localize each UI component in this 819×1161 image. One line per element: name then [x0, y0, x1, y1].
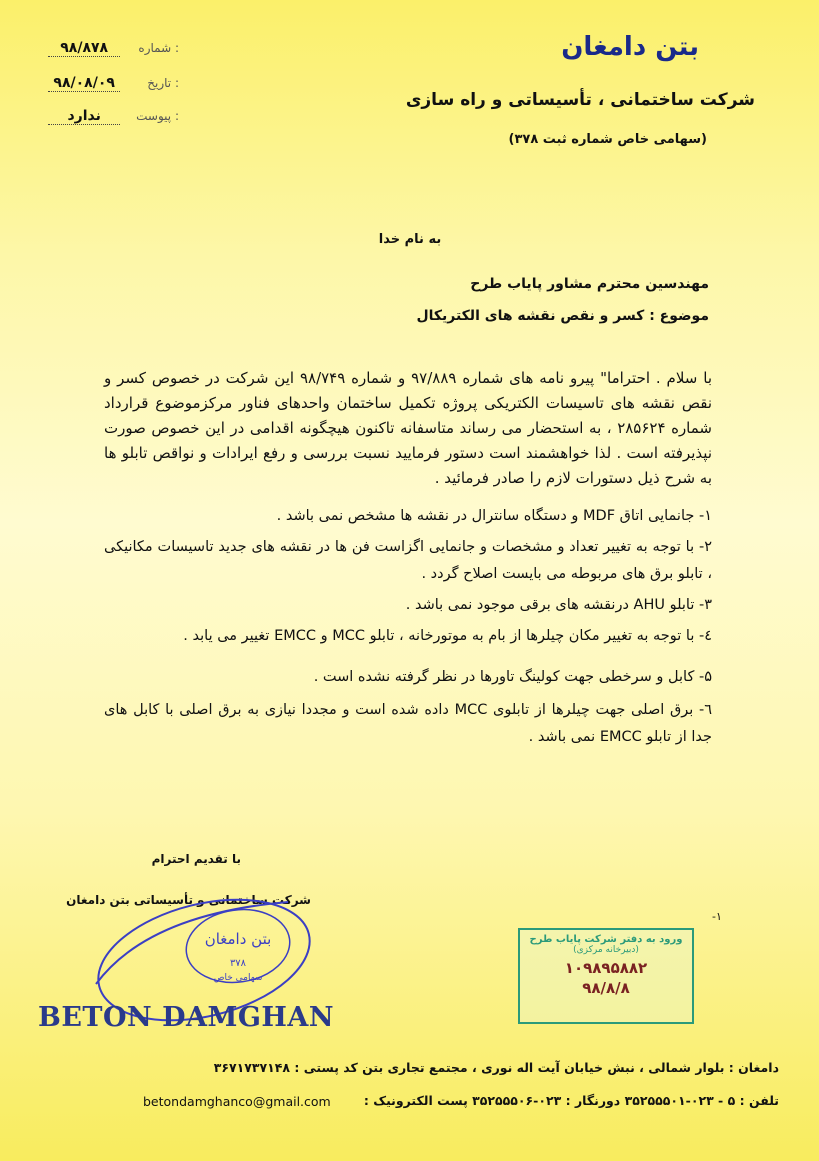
closing-company: شرکت ساختمانی و تأسیساتی بتن دامغان — [66, 893, 311, 907]
company-name: بتن دامغان — [561, 32, 699, 62]
company-subtitle: شرکت ساختمانی ، تأسیساتی و راه سازی — [405, 90, 755, 110]
page-marker: -۱ — [712, 910, 722, 923]
company-registration: (سهامی خاص شماره ثبت ۳۷۸) — [508, 132, 707, 147]
letter-date-row — [48, 75, 179, 92]
closing-regards: با تقدیم احترام — [151, 852, 241, 866]
seal-number: ۳۷۸ — [229, 958, 247, 969]
letter-number-label: شماره : — [138, 41, 179, 55]
stamp-title: ورود به دفتر شرکت پایاب طرح — [529, 934, 683, 945]
stamp-number: ۱۰۹۸۹۵۸۸۲ — [564, 959, 648, 977]
basmala: به نام خدا — [378, 232, 442, 247]
intro-paragraph: با سلام . احتراما" پیرو نامه های شماره ۹۷/۸۸۹ و شماره ۹۸/۷۴۹ این شرکت در خصوص کسر و نقص نقشه های تاسیسات الکتریکی پروژه تکمیل ساختمان واحدهای فناور مرکزموضوع قرارداد شماره ۲۸۵۶۲۴ ، به استحضار می رساند متاسفانه تاکنون هیچگونه اقدامی در این خصوص صورت نپذیرفته است . لذا خواهشمند است دستور فرمایید نسبت بررسی و رفع ایرادات و نواقص تابلو ها به شرح ذیل دستورات لازم را صادر فرمائید . — [104, 369, 712, 487]
list-item: ٤- با توجه به تغییر مکان چیلرها از بام به موتورخانه ، تابلو MCC و EMCC تغییر می یابد . — [183, 628, 712, 644]
seal-text: بتن دامغان — [204, 930, 272, 948]
letter-number-row — [48, 40, 179, 57]
footer-email[interactable]: betondamghanco@gmail.com — [143, 1094, 331, 1109]
letter-attachment-value: ندارد — [48, 108, 120, 125]
list-item: ۱- جانمایی اتاق MDF و دستگاه سانترال در نقشه ها مشخص نمی باشد . — [276, 508, 712, 524]
letter-date-value: ۹۸/۰۸/۰۹ — [48, 75, 120, 92]
list-item: ۵- کابل و سرخطی جهت کولینگ تاورها در نظر گرفته نشده است . — [313, 669, 712, 685]
footer-address: دامغان : بلوار شمالی ، نبش خیابان آیت اله نوری ، مجتمع تجاری بتن کد پستی : ۳۶۷۱۷۳۷۱۴۸ — [213, 1060, 779, 1075]
recipient: مهندسین محترم مشاور پایاب طرح — [470, 276, 709, 292]
letter-body — [104, 366, 712, 751]
footer-phone: تلفن : ۵ - ۰۲۳-۳۵۲۵۵۵۰۱ دورنگار : ۰۲۳-۳۵۲۵۵۵۰۶ پست الکترونیک : — [363, 1093, 779, 1108]
stamp-date: ۹۸/۸/۸ — [582, 979, 630, 997]
footer-brand: BETON DAMGHAN — [38, 1002, 335, 1033]
letter-attachment-label: پیوست : — [136, 109, 179, 123]
seal-type: سهامی خاص — [213, 973, 263, 983]
letter-number-value: ۹۸/۸۷۸ — [48, 40, 120, 57]
subject-line: موضوع : کسر و نقص نقشه های الکتریکال — [416, 308, 709, 324]
letter-date-label: تاریخ : — [147, 76, 179, 90]
list-item: ۲- با توجه به تغییر تعداد و مشخصات و جانمایی اگزاست فن ها در نقشه های جدید تاسیسات مکانیکی ، تابلو برق های مربوطه می بایست اصلاح گردد . — [104, 539, 712, 582]
list-item: ۳- تابلو AHU درنقشه های برقی موجود نمی باشد . — [405, 597, 712, 613]
stamp-subtitle: (دبیرخانه مرکزی) — [573, 945, 639, 955]
list-item: ٦- برق اصلی جهت چیلرها از تابلوی MCC داده شده است و مجددا نیازی به برق اصلی با کابل های جدا از تابلو EMCC نمی باشد . — [104, 702, 712, 745]
receipt-stamp — [518, 928, 694, 1024]
letter-attachment-row — [48, 108, 179, 125]
